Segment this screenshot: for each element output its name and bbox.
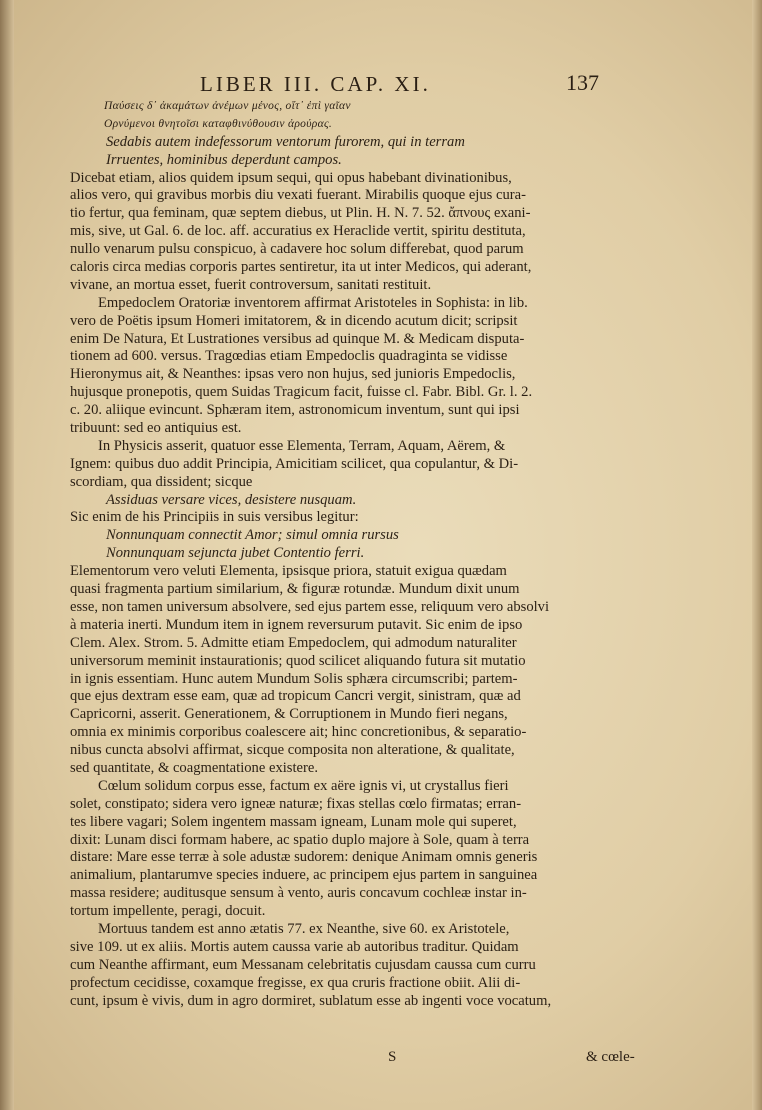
text-body bbox=[70, 98, 630, 1010]
text-line: nibus cuncta absolvi affirmat, sicque composita non alteratione, & qualitate, bbox=[70, 742, 515, 759]
text-line: scordiam, qua dissident; sicque bbox=[70, 473, 253, 490]
text-line: vivane, an mortua esset, fuerit controversum, sanitati restituit. bbox=[70, 276, 432, 293]
text-line: profectum cecidisse, coxamque fregisse, ex qua cruris fractione obiit. Alii di- bbox=[70, 974, 521, 991]
text-line: c. 20. aliique evincunt. Sphæram item, astronomicum inventum, sunt qui ipsi bbox=[70, 402, 520, 419]
text-line: Dicebat etiam, alios quidem ipsum sequi, qui opus habebant divinationibus, bbox=[70, 169, 512, 186]
signature-mark: S bbox=[388, 1049, 397, 1065]
text-line: vero de Poëtis ipsum Homeri imitatorem, & in dicendo acutum dicit; scripsit bbox=[70, 312, 518, 329]
text-line: tionem ad 600. versus. Tragœdias etiam Empedoclis quadraginta se vidisse bbox=[70, 348, 508, 365]
text-line: cunt, ipsum è vivis, dum in agro dormiret, sublatum esse ab ingenti voce vocatum, bbox=[70, 992, 552, 1009]
text-line: Irruentes, hominibus deperdunt campos. bbox=[106, 151, 342, 168]
running-title: LIBER III. CAP. XI. bbox=[200, 72, 431, 96]
text-line: mis, sive, ut Gal. 6. de loc. aff. accuratius ex Heraclide vertit, spiritu destituta, bbox=[70, 223, 526, 240]
text-line: sive 109. ut ex aliis. Mortis autem caussa varie ab autoribus traditur. Quidam bbox=[70, 938, 519, 955]
text-line: cum Neanthe affirmant, eum Messanam celebritatis cujusdam caussa cum curru bbox=[70, 956, 536, 973]
text-line: tio fertur, qua feminam, quæ septem diebus, ut Plin. H. N. 7. 52. ἄπνους exani- bbox=[70, 205, 531, 222]
text-line: Nonnunquam sejuncta jubet Contentio ferri. bbox=[106, 545, 365, 562]
text-line: quasi fragmenta partium similarium, & figuræ rotundæ. Mundum dixit unum bbox=[70, 581, 520, 598]
text-line: sed quantitate, & coagmentatione existere. bbox=[70, 759, 319, 776]
text-line: Sic enim de his Principiis in suis versibus legitur: bbox=[70, 509, 359, 526]
text-line: massa residere; auditusque sensum à vento, auris concavum cochleæ instar in- bbox=[70, 885, 527, 902]
text-line: animalium, plantarumve species induere, ac principem ejus partem in sanguinea bbox=[70, 867, 538, 884]
text-line: Assiduas versare vices, desistere nusquam. bbox=[106, 491, 357, 508]
text-line: dixit: Lunam disci formam habere, ac spatio duplo majore à Sole, quam à terra bbox=[70, 831, 530, 848]
page-header bbox=[0, 66, 762, 100]
text-line: universorum meminit instaurationis; quod scilicet aliquando futura sit mutatio bbox=[70, 652, 526, 669]
text-line: Empedoclem Oratoriæ inventorem affirmat Aristoteles in Sophista: in lib. bbox=[98, 294, 528, 311]
text-line: à materia inerti. Mundum item in ignem reversurum putavit. Sic enim de ipso bbox=[70, 616, 523, 633]
text-line: alios vero, qui gravibus morbis diu vexati fuerant. Mirabilis quoque ejus cura- bbox=[70, 187, 526, 204]
text-line: Ignem: quibus duo addit Principia, Amicitiam scilicet, qua copulantur, & Di- bbox=[70, 455, 519, 472]
text-line: Capricorni, asserit. Generationem, & Corruptionem in Mundo fieri negans, bbox=[70, 706, 508, 723]
text-line: In Physicis asserit, quatuor esse Elementa, Terram, Aquam, Aërem, & bbox=[98, 437, 506, 454]
text-line: Cœlum solidum corpus esse, factum ex aëre ignis vi, ut crystallus fieri bbox=[98, 777, 509, 794]
page-gutter bbox=[0, 0, 14, 1110]
text-line: tes libere vagari; Solem ingentem massam igneam, Lunam mole qui superet, bbox=[70, 813, 517, 830]
text-line: distare: Mare esse terræ à sole adustæ sudorem: denique Animam omnis generis bbox=[70, 849, 538, 866]
text-line: Sedabis autem indefessorum ventorum furorem, qui in terram bbox=[106, 133, 465, 150]
text-line: tribuunt: sed eo antiquius est. bbox=[70, 420, 242, 437]
text-line: Hieronymus ait, & Neanthes: ipsas vero non hujus, sed junioris Empedoclis, bbox=[70, 366, 516, 383]
text-line: enim De Natura, Et Lustrationes versibus ad quinque M. & Medicam disputa- bbox=[70, 330, 525, 347]
text-line: tortum impellente, peragi, docuit. bbox=[70, 903, 266, 920]
text-line: omnia ex minimis corporibus coalescere ait; hinc concretionibus, & separatio- bbox=[70, 724, 527, 741]
text-line: nullo venarum pulsu conspicuo, à cadavere hoc solum differebat, quod parum bbox=[70, 241, 524, 258]
page-edge bbox=[752, 0, 762, 1110]
text-line: hujusque pronepotis, quem Suidas Tragicum facit, fuisse cl. Fabr. Bibl. Gr. l. 2. bbox=[70, 384, 533, 401]
text-line: in ignis essentiam. Hunc autem Mundum Solis sphæra circumscribi; partem- bbox=[70, 670, 518, 687]
text-line: Ορνύμενοι θνητοῖσι καταφθινύθουσιν ἀρούρας. bbox=[104, 117, 333, 130]
text-line: Παύσεις δ᾽ ἀκαμάτων ἀνέμων μένος, οἵτ᾽ ἐπὶ γαῖαν bbox=[104, 100, 351, 112]
text-line: Elementorum vero veluti Elementa, ipsisque priora, statuit exigua quædam bbox=[70, 563, 507, 580]
text-line: Clem. Alex. Strom. 5. Admitte etiam Empedoclem, qui admodum naturaliter bbox=[70, 634, 517, 651]
text-line: Nonnunquam connectit Amor; simul omnia rursus bbox=[106, 527, 399, 544]
text-line: que ejus dextram esse eam, quæ ad tropicum Cancri vergit, sinistram, quæ ad bbox=[70, 688, 521, 705]
catchword: & cœle- bbox=[586, 1049, 635, 1065]
text-line: Mortuus tandem est anno ætatis 77. ex Neanthe, sive 60. ex Aristotele, bbox=[98, 920, 510, 937]
text-line: esse, non tamen universum absolvere, sed ejus partem esse, reliquum vero absolvi bbox=[70, 598, 550, 615]
text-line: solet, constipato; sidera vero igneæ naturæ; fixas stellas cœlo firmatas; erran- bbox=[70, 795, 522, 812]
text-line: caloris circa medias corporis partes sentiretur, ita ut inter Medicos, qui aderant, bbox=[70, 259, 532, 276]
page-number: 137 bbox=[566, 70, 599, 95]
